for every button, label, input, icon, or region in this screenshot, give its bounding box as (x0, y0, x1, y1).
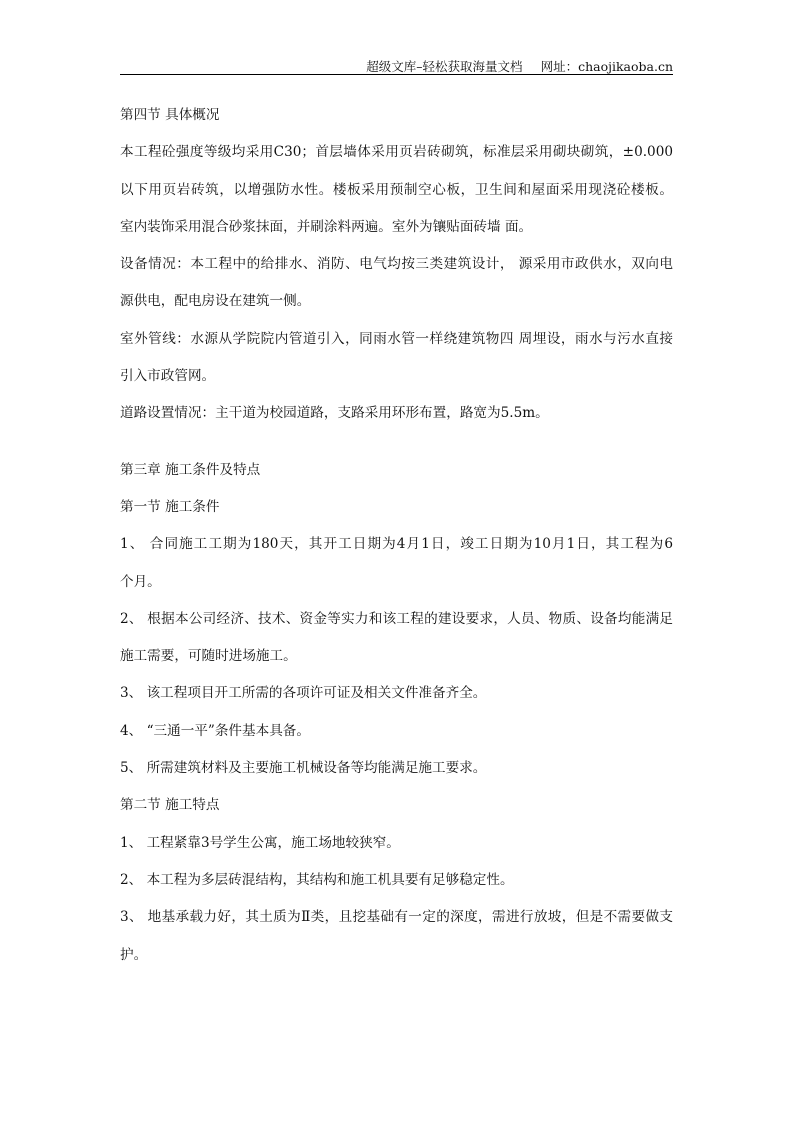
header-divider (120, 74, 673, 75)
page-header (120, 57, 673, 75)
text-line: 第二节 施工特点 (120, 797, 220, 814)
paragraph (120, 906, 673, 981)
text-line: 第一节 施工条件 (120, 498, 220, 515)
text-line: 3、 该工程项目开工所需的各项许可证及相关文件准备齐全。 (120, 685, 487, 702)
text-line: 第三章 施工条件及特点 (120, 461, 261, 478)
text-line: 2、 根据本公司经济、技术、资金等实力和该工程的建设要求，人员、物质、设备均能满足 (120, 610, 673, 627)
text-line: 源供电，配电房设在建筑一侧。 (120, 293, 311, 310)
paragraph (120, 459, 673, 496)
text-line: 引入市政管网。 (120, 368, 216, 385)
text-line: 4、 “三通一平”条件基本具备。 (120, 722, 310, 739)
text-line: 个月。 (120, 573, 161, 590)
text-line: 设备情况：本工程中的给排水、消防、电气均按三类建筑设计， 源采用市政供水，双向电 (120, 256, 673, 273)
text-line: 室外管线：水源从学院院内管道引入，同雨水管一样绕建筑物四 周埋设，雨水与污水直接 (120, 330, 673, 347)
paragraph (120, 682, 673, 719)
text-line: 2、 本工程为多层砖混结构，其结构和施工机具要有足够稳定性。 (120, 871, 514, 888)
paragraph (120, 104, 673, 141)
text-line: 1、 工程紧靠3号学生公寓，施工场地较狭窄。 (120, 834, 400, 851)
paragraph (120, 720, 673, 757)
paragraph (120, 328, 673, 403)
text-line: 第四节 具体概况 (120, 107, 220, 123)
text-line: 3、 地基承载力好，其土质为Ⅱ类，且挖基础有一定的深度，需进行放坡，但是不需要做支 (120, 909, 673, 926)
text-line: 本工程砼强度等级均采用C30；首层墙体采用页岩砖砌筑，标准层采用砌块砌筑，±0.000 (120, 144, 673, 161)
text-line: 施工需要，可随时进场施工。 (120, 648, 297, 665)
text-line: 以下用页岩砖筑，以增强防水性。楼板采用预制空心板，卫生间和屋面采用现浇砼楼板。 (120, 181, 673, 198)
text-line: 5、 所需建筑材料及主要施工机械设备等均能满足施工要求。 (120, 760, 487, 777)
document-body (120, 104, 673, 981)
text-line: 道路设置情况：主干道为校园道路，支路采用环形布置，路宽为5.5m。 (120, 405, 549, 422)
paragraph (120, 253, 673, 328)
paragraph (120, 496, 673, 533)
header-url: 网址：chaojikaoba.cn (540, 59, 673, 74)
text-line: 护。 (120, 946, 148, 963)
paragraph (120, 757, 673, 794)
paragraph (120, 402, 673, 439)
paragraph (120, 794, 673, 831)
paragraph (120, 832, 673, 869)
paragraph (120, 141, 673, 253)
paragraph (120, 533, 673, 608)
section-gap (120, 440, 673, 459)
header-site-name: 超级文库–轻松获取海量文档 (366, 59, 523, 74)
paragraph (120, 869, 673, 906)
text-line: 室内装饰采用混合砂浆抹面，并刷涂料两遍。室外为镶贴面砖墙 面。 (120, 218, 533, 235)
paragraph (120, 608, 673, 683)
text-line: 1、 合同施工工期为180天，其开工日期为4月1日，竣工日期为10月1日，其工程为6 (120, 536, 673, 553)
